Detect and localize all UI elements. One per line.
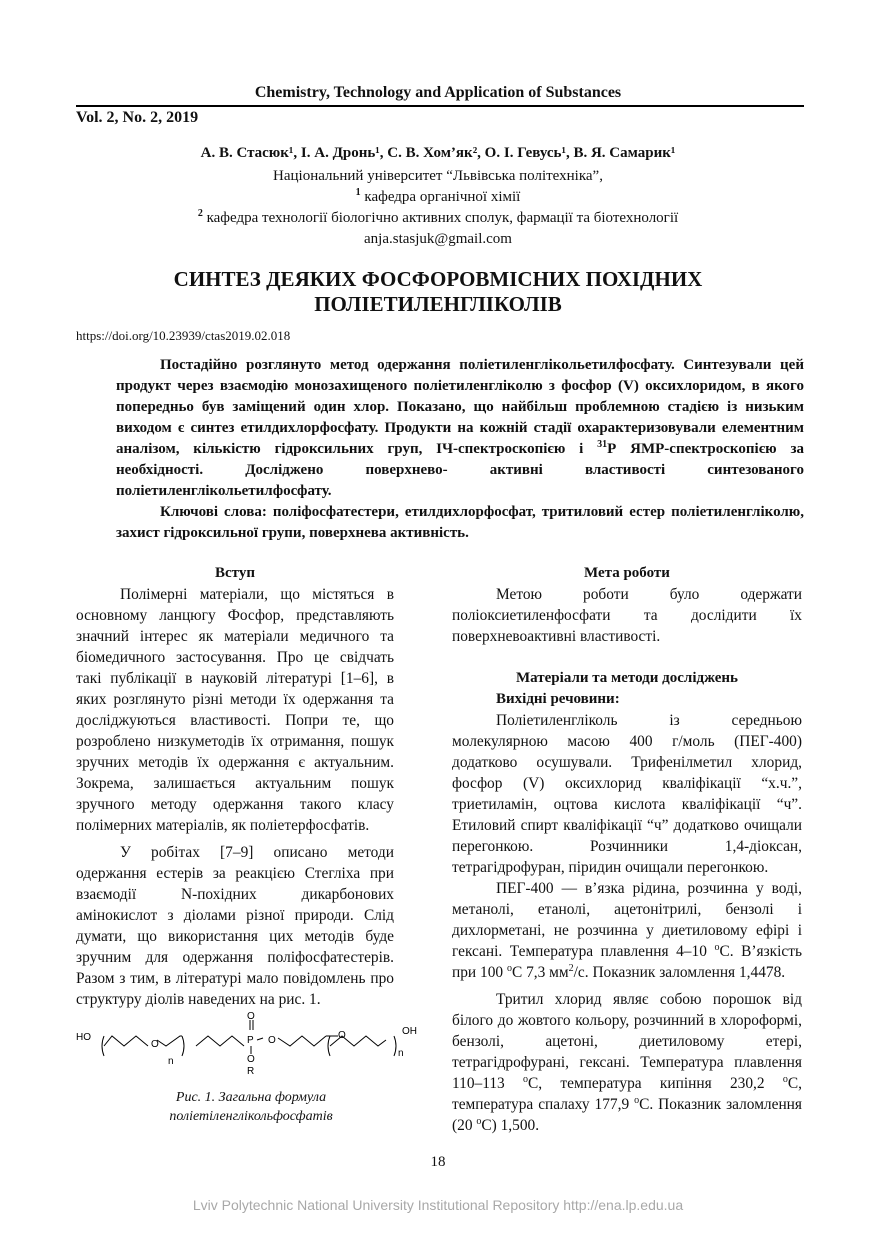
peg-text-b: С. В’язкість при 100 bbox=[452, 943, 802, 981]
degree-sign: o bbox=[523, 1073, 528, 1085]
peg-text-d: /с. Показник заломлення 1,4478. bbox=[573, 964, 786, 981]
figure-caption-line-2: поліетіленглікольфосфатів bbox=[169, 1109, 333, 1124]
affiliation-dept2-text: кафедра технології біологічно активних сполук, фармації та біотехнології bbox=[202, 210, 679, 226]
fig-oh-label: OH bbox=[402, 1026, 417, 1037]
fig-n-label-2: n bbox=[398, 1048, 404, 1059]
aim-heading: Мета роботи bbox=[584, 565, 670, 581]
header-rule bbox=[76, 105, 804, 107]
aim-paragraph: Метою роботи було одержати поліоксиетиленфосфати та дослідити їх поверхневоактивні властивості. bbox=[452, 586, 802, 645]
affiliation-dept1 bbox=[0, 187, 876, 208]
degree-sign: o bbox=[476, 1115, 482, 1127]
volume-info: Vol. 2, No. 2, 2019 bbox=[76, 109, 199, 126]
trityl-text-b: С, температура кипіння 230,2 bbox=[528, 1075, 783, 1092]
abstract bbox=[116, 355, 804, 544]
intro-heading: Вступ bbox=[215, 565, 255, 581]
author-email[interactable]: anja.stasjuk@gmail.com bbox=[364, 231, 512, 247]
fig-o-label-2: O bbox=[247, 1011, 255, 1022]
squared-sign: 2 bbox=[568, 962, 574, 974]
trityl-text-e: С) 1,500. bbox=[481, 1117, 540, 1134]
figure-caption bbox=[126, 1088, 376, 1126]
journal-title: Chemistry, Technology and Application of Substances bbox=[254, 84, 622, 101]
article-title bbox=[0, 267, 876, 317]
methods-paragraph-3 bbox=[452, 989, 802, 1136]
affiliation-dept1-text: кафедра органічної хімії bbox=[360, 189, 521, 205]
right-column bbox=[452, 563, 802, 1136]
doi-link[interactable]: https://doi.org/10.23939/ctas2019.02.018 bbox=[76, 328, 291, 343]
fig-o-label-4: O bbox=[247, 1054, 255, 1065]
abstract-text bbox=[116, 355, 804, 502]
page-number: 18 bbox=[430, 1154, 446, 1170]
fig-r-label: R bbox=[247, 1066, 255, 1077]
degree-sign: o bbox=[714, 941, 720, 953]
methods-paragraph-1: Поліетиленгліколь із середньою молекулярною масою 400 г/моль (ПЕГ-400) додатково осушували. Трифенілметил хлорид, фосфор (V) оксихлорид кваліфікації “х.ч.”, триетиламін, оцтова кислота кваліфікації “ч”. Етиловий спирт кваліфікації “ч” додатково очищали перегонкою. Розчинники 1,4-діоксан, тетрагідрофуран, піридин очищали перегонкою. bbox=[452, 712, 802, 876]
repository-footer: Lviv Polytechnic National University Institutional Repository http://ena.lp.edu.ua bbox=[192, 1197, 684, 1213]
intro-paragraph-2: У робітах [7–9] описано методи одержання естерів за реакцією Стегліха при взаємодії N-похідних дикарбонових амінокислот з діолами різної природи. Слід думати, що використання цих методів буде зручним для одержання поліфосфатестерів. Разом з тим, в літературі мало повідомлень про структуру діолів наведених на рис. 1. bbox=[76, 844, 394, 1008]
peg-text-a: ПЕГ-400 — в’язка рідина, розчинна у воді, метанолі, етанолі, ацетонітрилі, бензолі і дихлорметані, не розчинна у диетиловому ефірі і гексані. Температура плавлення 4–10 bbox=[452, 880, 802, 960]
trityl-text-d: С. Показник заломлення (20 bbox=[452, 1096, 802, 1134]
trityl-text-c: С, температура спалаху 177,9 bbox=[452, 1075, 802, 1113]
affiliation-marker-2: 2 bbox=[197, 208, 203, 219]
fig-o-label-5: O bbox=[338, 1030, 346, 1041]
degree-sign: o bbox=[506, 962, 512, 974]
abstract-part1: Постадійно розглянуто метод одержання поліетиленглікольетилфосфату. Синтезували цей продукт через взаємодію монозахищеного поліетиленгліколю з фосфор (V) оксихлоридом, в якого попередньо був заміщений один хлор. Показано, що найбільш проблемною стадією із низьким виходом є синтез етилдихлорфосфату. Продукти на кожній стадії охарактеризовували елементним аналізом, кількістю гідроксильних груп, ІЧ-спектроскопією і bbox=[116, 357, 804, 457]
affiliation-dept2 bbox=[0, 208, 876, 229]
methods-paragraph-2 bbox=[452, 878, 802, 983]
figure-caption-line-1: Рис. 1. Загальна формула bbox=[175, 1090, 327, 1105]
methods-heading: Матеріали та методи досліджень bbox=[516, 670, 738, 686]
fig-n-label-1: n bbox=[168, 1056, 174, 1067]
fig-ho-label: HO bbox=[76, 1032, 91, 1043]
trityl-text-a: Тритил хлорид являє собою порошок від білого до жовтого кольору, розчинний в хлороформі, бензолі, ацетоні, диетиловому етері, тетрагідрофурані, гексані. Температура плавлення 110–113 bbox=[452, 991, 802, 1092]
degree-sign: o bbox=[634, 1094, 640, 1106]
keywords: Ключові слова: поліфосфатестери, етилдихлорфосфат, тритиловий естер поліетиленгліколю, захист гідроксильної групи, поверхнева активність. bbox=[116, 504, 804, 541]
fig-o-label-3: O bbox=[268, 1035, 276, 1046]
title-line-1: СИНТЕЗ ДЕЯКИХ ФОСФОРОВМІСНИХ ПОХІДНИХ bbox=[173, 267, 703, 291]
peg-text-c: С 7,3 мм bbox=[511, 964, 569, 981]
title-line-2: ПОЛІЕТИЛЕНГЛІКОЛІВ bbox=[314, 292, 562, 316]
abstract-part2: Р ЯМР-спектроскопією за необхідності. Досліджено поверхнево- активні властивості синтезованого поліетиленглікольетилфосфату. bbox=[116, 441, 804, 499]
authors: А. В. Стасюк¹, І. А. Дронь¹, С. В. Хом’як², О. І. Гевусь¹, В. Я. Самарик¹ bbox=[200, 145, 676, 161]
affiliation-marker-1: 1 bbox=[355, 187, 361, 198]
fig-p-label: P bbox=[247, 1035, 254, 1046]
figure-1-structure bbox=[76, 1010, 426, 1080]
intro-paragraph-1: Полімерні матеріали, що містяться в основному ланцюгу Фосфор, представляють значний інтерес як матеріали медичного та біомедичного застосування. Про це свідчать такі публікації в науковій літературі [1–6], в яких розглянуто різні методи їх одержання та досліджуються властивості. Попри те, що розроблено низкуметодів їх отримання, пошук зручних методів їх одержання є актуальним. Зокрема, залишається актуальним пошук зручного методу одержання такого класу полімерних матеріалів, як поліетерфосфатів. bbox=[76, 586, 394, 834]
abstract-sup: 31 bbox=[597, 439, 608, 450]
affiliation-university: Національний університет “Львівська політехніка”, bbox=[273, 168, 603, 184]
fig-o-label-1: O bbox=[151, 1039, 159, 1050]
degree-sign: o bbox=[782, 1073, 788, 1085]
methods-subheading: Вихідні речовини: bbox=[496, 691, 620, 707]
left-column bbox=[76, 563, 394, 1010]
